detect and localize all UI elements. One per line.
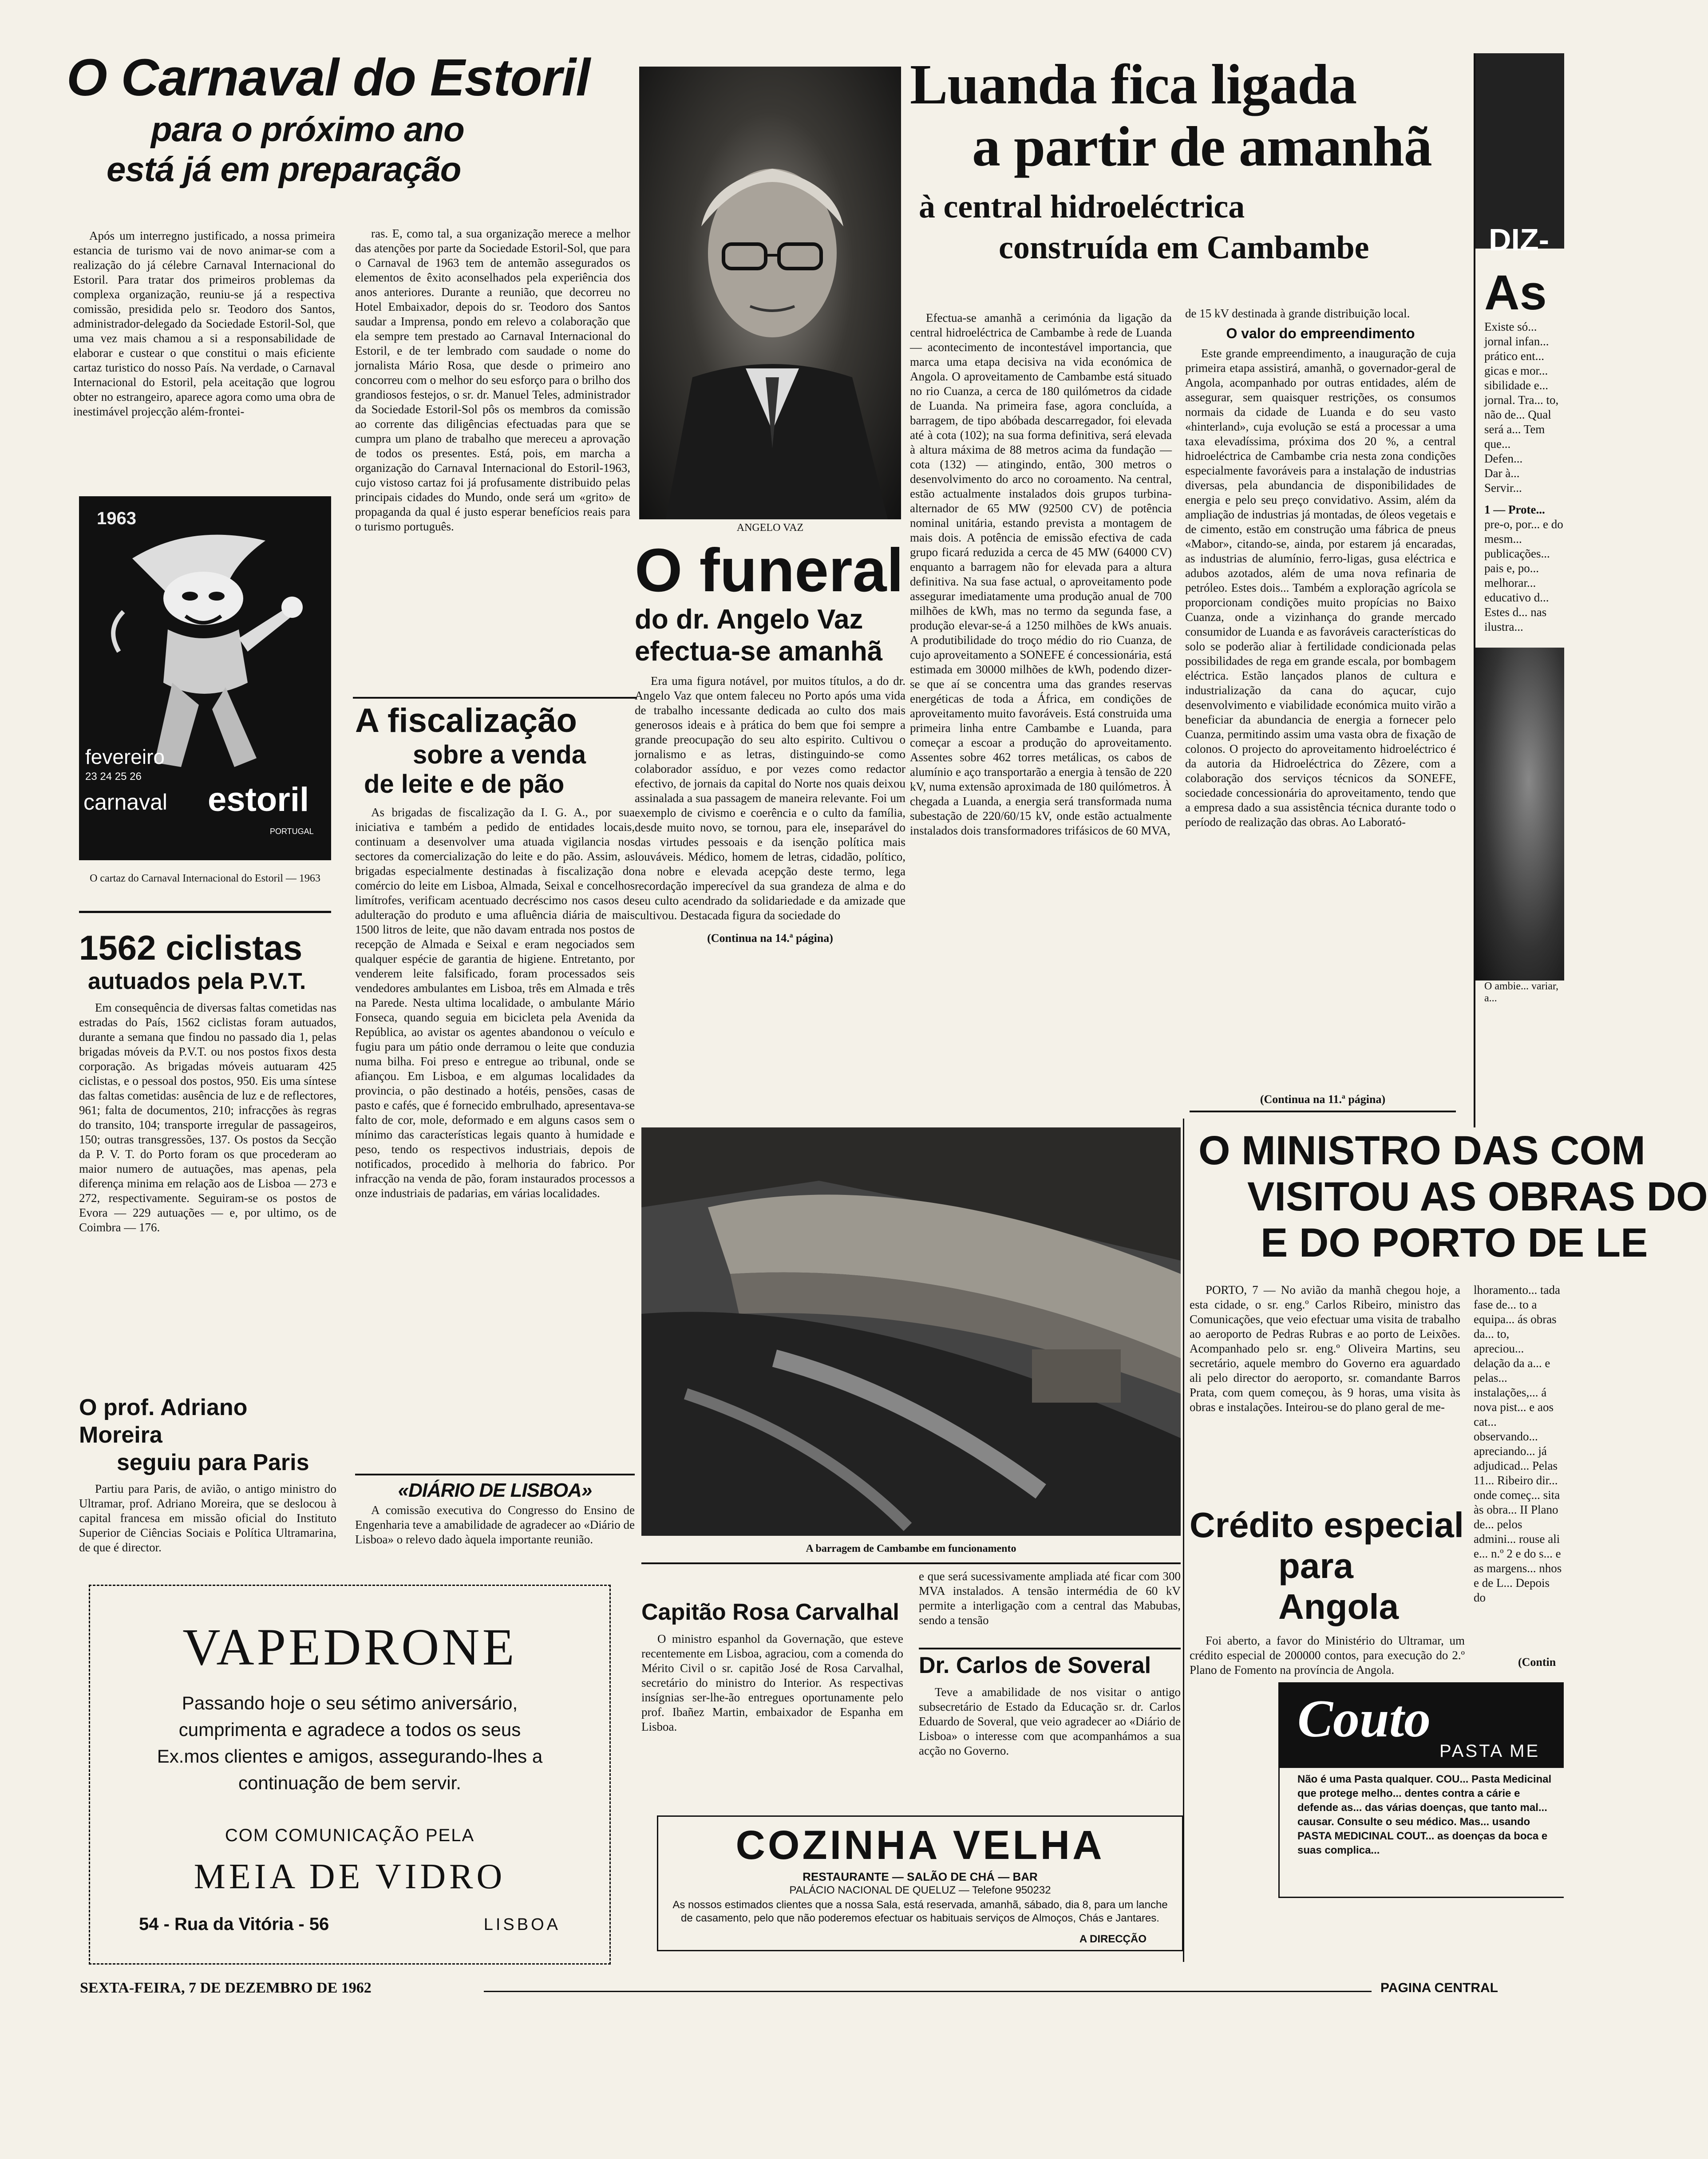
soveral-text: Teve a amabilidade de nos visitar o antigo subsecretário de Estado da Educação sr. dr. Carlos Eduardo de Soveral, que veio agradecer ao «Diário de Lisboa» o interesse com que acompanhámos a sua acção no Governo. (919, 1685, 1181, 1757)
cozinha-line-2: PALÁCIO NACIONAL DE QUELUZ — Telefone 950232 (789, 1884, 1051, 1896)
vapedrone-line-2: cumprimenta e agradece a todos os seus (178, 1719, 521, 1740)
ministro-text: PORTO, 7 — No avião da manhã chegou hoje, a esta cidade, o sr. eng.º Carlos Ribeiro, ministro das Comunicações, que veio efectuar uma visita de trabalho ao aeroporto de Pedras Rubras e ao porto de Leixões. Acompanhado pelo sr. eng.º Oliveira Martins, seu secretário, aquele membro do Governo era aguardado ali pelo director do aeroporto, sr. comandante Barros Prata, com quem começou, às 9 horas, uma visita às obras e instalações. Inteirou-se do plano geral de me- (1190, 1283, 1460, 1414)
poster-portugal: PORTUGAL (270, 827, 314, 836)
vapedrone-address: 54 - Rua da Vitória - 56 (139, 1914, 329, 1934)
credito-headline-1: Crédito especial (1190, 1505, 1464, 1545)
cozinha-sign: A DIRECÇÃO (1079, 1933, 1147, 1945)
poster-dates: 23 24 25 26 (85, 771, 142, 783)
footer-rule (484, 1991, 1372, 1992)
soveral-article (919, 1651, 1181, 1811)
carnaval-col-1: Após um interregno justificado, a nossa primeira estancia de turismo vai de novo animar-se com a realização do já célebre Carnaval Internacional do Estoril. Para tratar dos primeiros problemas da complexa organização, reuniu-se já a respectiva comissão, presidida pelo sr. Teodoro dos Santos, administrador-delegado da Sociedade Estoril-Sol, que uma vez mais chamou a si a responsabilidade de elaborar e custear o que constitui o mais eficiente cartaz turistico do nosso País. Na verdade, o Carnaval Internacional do Estoril, pela aceitação que logrou obter no estrangeiro, aparece agora como uma obra de inestimável projecção além-frontei- (73, 229, 335, 418)
vapedrone-line-1: Passando hoje o seu sétimo aniversário, (182, 1692, 518, 1713)
ministro-headline-1: O MINISTRO DAS COM (1198, 1128, 1645, 1173)
divider-dam (641, 1562, 1181, 1564)
portrait-figure (639, 67, 901, 519)
capitao-text: O ministro espanhol da Governação, que esteve recentemente em Lisboa, agraciou, com a comenda do Mérito Civil o sr. capitão José de Rosa Carvalhal, secretário do ministro do Interior. As respectivas insígnias ser-lhe-ão entregues oportunamente pelo prof. Ibañez Martin, embaixador de Espanha em Lisboa. (641, 1632, 903, 1733)
credito-continua: (Contin (1518, 1656, 1556, 1669)
funeral-headline-1: O funeral (635, 536, 904, 605)
right-strip-photo (1475, 53, 1564, 257)
divider-soveral (919, 1648, 1181, 1649)
divider-fiscalizacao (353, 697, 637, 699)
couto-brand: Couto (1297, 1689, 1431, 1748)
diario-headline: «DIÁRIO DE LISBOA» (398, 1479, 592, 1501)
cozinha-title: COZINHA VELHA (735, 1823, 1105, 1868)
ciclistas-subhead: autuados pela P.V.T. (88, 969, 306, 994)
funeral-text: Era uma figura notável, por muitos títulos, a do dr. Angelo Vaz que ontem faleceu no Porto após uma vida de trabalho incessante dedicada ao culto dos mais generosos ideais e à prática do bem que foi sempre a grande preocupação do seu alto espirito. Cultivou o jornalismo e as letras, distinguindo-se como colaborador assíduo, e por vezes como redactor efectivo, de jornais da capital do Norte nos quais deixou assinalada a sua passagem de maneira relevante. Foi um exemplo de civismo e coerência e o culto da família, desde muito novo, se tornou, para ele, inseparável do das virtudes pessoais e da isenção política mais louváveis. Médico, homem de letras, cidadão, político, na nobre e elevada acepção deste termo, lega recordação imperecível da sua grandeza de alma e do seu culto acendrado da solidariedade e da amizade que cultivou. Destacada figura da sociedade do (635, 674, 905, 922)
adriano-text: Partiu para Paris, de avião, o antigo ministro do Ultramar, prof. Adriano Moreira, que se deslocou à capital francesa em missão oficial do Instituto Superior de Ciências Sociais e Política Ultramarina, de que é director. (79, 1482, 336, 1554)
luanda-bottom-text: e que será sucessivamente ampliada até ficar com 300 MVA instalados. A tensão intermédia de 60 kV permite a interligação com a central das Mabubas, sendo a tensão (919, 1570, 1181, 1627)
carnaval-headline: O Carnaval do Estoril (67, 48, 590, 107)
right-strip (1474, 53, 1564, 1127)
vapedrone-line-5: COM COMUNICAÇÃO PELA (225, 1826, 475, 1845)
cozinha-line-1: RESTAURANTE — SALÃO DE CHÁ — BAR (803, 1870, 1038, 1883)
carnaval-subhead-1: para o próximo ano (151, 110, 464, 149)
fiscalizacao-article (355, 701, 635, 1474)
diario-article (355, 1478, 635, 1580)
luanda-headline-2: a partir de amanhã (972, 115, 1432, 178)
funeral-photo-caption: ANGELO VAZ (736, 522, 804, 534)
dam-illustration (641, 1127, 1181, 1536)
luanda-subhead-1: à central hidroeléctrica (919, 189, 1245, 225)
column-rule-1 (1183, 1119, 1184, 1962)
poster-caption: O cartaz do Carnaval Internacional do Estoril — 1963 (90, 873, 320, 884)
poster-month: fevereiro (85, 745, 165, 768)
luanda-subhead-2: construída em Cambambe (999, 229, 1369, 266)
ministro-headline-2: VISITOU AS OBRAS DO (1247, 1174, 1708, 1219)
funeral-headline-3: efectua-se amanhã (635, 636, 883, 667)
cozinha-velha-ad (657, 1815, 1183, 1951)
credito-headline-2: para Angola (1278, 1546, 1399, 1626)
luanda-col-2-text: Este grande empreendimento, a inauguração de cuja primeira etapa assistirá, amanhã, o governador-geral de Angola, acompanhado por outras entidades, além de assegurar, sem quaisquer restrições, os consumos normais da cidade de Luanda e do seu vasto «hinterland», cuja evolução se está a processar a uma taxa elevadíssima, próxima dos 20 %, a central hidroeléctrica de Cambambe cria nesta zona condições especialmente favoráveis para a instalação de industrias diversas, pela abundancia de disponibilidades de energia e pelo seu preço convidativo. Assim, além da ampliação de industrias já montadas, de óleos vegetais e de cimento, estão em construção uma fábrica de pneus «Mabor», citando-se, ainda, por estarem já encaradas, as industrias de alumínio, ferro-ligas, gusa eléctrica e adubos azotados, além de uma nova refinaria de petróleo. Estes dois... Também a exploração agrícola se proporcionam condições muito propícias no Baixo Cuanza, onde a vizinhança do grande mercado consumidor de Luanda e as favoráveis características do solo se poderão aliar à fertilidade condicionada pelas possibilidades de rega em grande escala, por bombagem eléctrica. Estão lançados planos de cultura e industrialização da cana do açucar, cujo desenvolvimento e viabilidade económica muito virão a beneficiar da abundancia de energia a fornecer pelo Cuanza, permitindo assim uma vasta obra de fixação de colonos. O projecto do aproveitamento hidroeléctrico é da autoria da Hidroeléctrica do Zêzere, com a colaboração dos serviços técnicos da SONEFE, sociedade concessionária do aproveitamento, tendo que a empresa dado a sua assistência técnica durante todo o período de realização das obras. Ao Laborató- (1185, 347, 1456, 829)
luanda-headline-1: Luanda fica ligada (910, 53, 1357, 116)
vapedrone-title: VAPEDRONE (182, 1618, 517, 1676)
luanda-continua: (Continua na 11.ª página) (1260, 1093, 1386, 1106)
right-strip-text: Existe só... jornal infan... prático ent... gicas e mor... sibilidade e... jornal. Tra... to, não de... Qual será a... Tem que... (1484, 320, 1559, 451)
ministro-headline-3: E DO PORTO DE LE (1261, 1220, 1648, 1265)
footer-page: PAGINA CENTRAL (1380, 1981, 1498, 1995)
poster-estoril: estoril (208, 781, 309, 819)
luanda-headline-block (910, 53, 1469, 302)
divider-luanda (1190, 1111, 1456, 1112)
vapedrone-ad (89, 1585, 611, 1965)
luanda-valor-heading: O valor do empreendimento (1226, 325, 1415, 341)
capitao-article (641, 1598, 903, 1775)
poster-carnaval: carnaval (83, 790, 167, 815)
footer-date: SEXTA-FEIRA, 7 DE DEZEMBRO DE 1962 (80, 1980, 372, 1996)
luanda-col-1: Efectua-se amanhã a cerimónia da ligação da central hidroeléctrica de Cambambe à rede de Luanda — acontecimento de incontestável importancia, que marca uma etapa decisiva na vida económica de Angola. O aproveitamento de Cambambe está situado no rio Cuanza, a cerca de 180 quilómetros da cidade de Luanda. Na primeira fase, agora concluída, a barragem, de tipo abóbada descarregador, foi elevada até à cota (102); na sua forma definitiva, será elevada à altura máxima de 88 metros acima da fundação — cota (132) — atingindo, então, 300 metros o desenvolvimento do arco no coroamento. Na central, estão actualmente instalados dois grupos turbina-alternador de 65 MW (92500 CV) de potência nominal unitária, estando prevista a montagem de mais dois. A potência de emissão efectiva de cada grupo ficará reduzida a cerca de 45 MW (64000 CV) enquanto a barragem não for elevada para a altura definitiva. Na sua fase actual, o aproveitamento pode assegurar imediatamente uma produção anual de 700 milhões de kWh, mas no termo da segunda fase, a produção elevar-se-á a 1250 milhões de kWs anuais. A produtibilidade do troço médio do rio Cuanza, de cujo aproveitamento a SONEFE é concessionária, está estimada em 30000 milhões de kWh, podendo dizer-se que aí se concentra uma das grandes reservas energéticas de toda a África, em condições de aproveitamento muito favoráveis. Está construida uma primeira linha entre Cambambe e Luanda, para começar a escoar a produção do aproveitamento. Assentes sobre 462 torres metálicas, os cabos de alumínio e aço transportarão a energia à tensão de 220 kV, numa extensão aproximada de 180 quilómetros. À chegada a Luanda, a energia será transformada numa subestação de 220/60/15 kV, onde estão actualmente instalados dois transformadores trifásicos de 60 MVA, (910, 311, 1172, 837)
ciclistas-text: Em consequência de diversas faltas cometidas nas estradas do País, 1562 ciclistas foram autuados, durante a semana que findou no passado dia 1, pelas brigadas móveis da P.V.T. ou nos postos fixos desta corporação. As brigadas móveis autuaram 425 ciclistas, e o pessoal dos postos, 950. Eis uma síntese das faltas cometidas: ausência de luz e de reflectores, 961; falta de documentos, 210; infracções às regras do transito, 104; transporte irregular de passageiros, 150; outras transgressões, 137. Os postos da Secção da P. V. T. do Porto foram os que procederam ao maior numero de autuações, mas apenas, pela diferença minima em relação aos de Lisboa — 273 e 272, respectivamente. Seguiram-se os postos de Evora — 229 autuações — e, por ultimo, os de Coimbra — 176. (79, 1001, 336, 1234)
ciclistas-article (79, 928, 336, 1398)
right-strip-bullet-3: Servir... (1484, 481, 1522, 494)
ministro-headline-block (1198, 1127, 1708, 1278)
right-strip-bullet-2: Dar à... (1484, 467, 1520, 480)
funeral-continua: (Continua na 14.ª página) (707, 932, 833, 945)
couto-ad (1278, 1682, 1564, 1898)
soveral-headline: Dr. Carlos de Soveral (919, 1653, 1151, 1678)
right-strip-photo-2 (1475, 648, 1564, 981)
diario-text: A comissão executiva do Congresso do Ensino de Engenharia teve a amabilidade de agradecer ao «Diário de Lisboa» o relevo dado àquela importante reunião. (355, 1503, 635, 1546)
ciclistas-headline: 1562 ciclistas (79, 928, 303, 967)
vapedrone-city: LISBOA (483, 1915, 561, 1934)
luanda-col-2 (1185, 306, 1456, 1101)
couto-sub: PASTA ME (1439, 1741, 1540, 1761)
angelo-vaz-portrait (639, 67, 901, 519)
credito-text: Foi aberto, a favor do Ministério do Ultramar, um crédito especial de 200000 contos, para execução do 2.º Plano de Fomento na província de Angola. (1190, 1634, 1465, 1677)
right-strip-bullet-1: Defen... (1484, 452, 1523, 465)
divider-poster (79, 911, 331, 913)
right-strip-caption: O ambie... variar, a... (1484, 981, 1558, 1004)
divider-diario (355, 1474, 635, 1475)
funeral-article (635, 537, 905, 1110)
right-strip-headline-1: DIZ- (1489, 222, 1550, 257)
fiscalizacao-headline-1: A fiscalização (355, 702, 577, 739)
fiscalizacao-headline-3: de leite e de pão (364, 770, 565, 799)
adriano-article (79, 1394, 336, 1571)
dam-photo-caption: A barragem de Cambambe em funcionamento (806, 1543, 1016, 1554)
right-strip-text-2: pre-o, por... e do mesm... publicações... pais e, po... melhorar... educativo d... Estes d... nas ilustra... (1484, 518, 1563, 633)
vapedrone-line-6: MEIA DE VIDRO (194, 1857, 506, 1896)
cambambe-dam-photo (641, 1127, 1181, 1536)
credito-article (1190, 1505, 1465, 1682)
couto-text: Não é uma Pasta qualquer. COU... Pasta Medicinal que protege melho... dentes contra a cárie e defende as... das várias doenças, que tanto mal... causar. Consulte o seu médico. Mas... usando PASTA MEDICINAL COUT... as doenças da boca e suas complica... (1297, 1773, 1552, 1856)
luanda-col-2-top: de 15 kV destinada à grande distribuição local. (1185, 307, 1410, 320)
cozinha-text: As nossos estimados clientes que a nossa Sala, está reservada, amanhã, sábado, dia 8, para um lanche de casamento, pelo que não poderemos efectuar os habituais serviços de Almoços, Chás e Jantares. (672, 1899, 1168, 1924)
vapedrone-line-3: Ex.mos clientes e amigos, assegurando-lhes a (157, 1746, 543, 1767)
adriano-headline-1: O prof. Adriano Moreira (79, 1395, 248, 1448)
ministro-side-text: lhoramento... tada fase de... to a equipa... ás obras da... to, apreciou... delação da a... e pelas... instalações,... á nova pist... e aos cat... observando... apreciando... já adjudicad... Pelas 11... Ribeiro dir... onde começ... sita às obra... II Plano de... pelos admini... rouse ali e... n.º 2 e do s... e as margens... nhos e de L... Depois do (1474, 1283, 1562, 1604)
fiscalizacao-text: As brigadas de fiscalização da I. G. A., por sua iniciativa e também a pedido de entidades locais, continuam a desenvolver uma atuada vigilancia nos sectores da comercialização do leite e do pão. Assim, as brigadas especialmente destinadas à fiscalização do comércio do leite em Lisboa, Almada, Seixal e concelhos limítrofes, verificam acentuado decréscimo nos casos de adulteração do produto e uma afluência diária de mais 1500 litros de leite, que não davam entrada nos postos de recepção de Almada e Seixal e eram negociados sem qualquer espécie de garantia de higiene. Entretanto, por venderem leite falsificado, foram processados seis vendedores ambulantes em Lisboa, três em Almada e três na Parede. Nesta ultima localidade, o ambulante Mário Fonseca, quando seguia em bicicleta pela Avenida da República, ao avistar os agentes abandonou o veículo e fugiu para um pátio onde derramou o leite que conduzia numa bilha. Foi preso e entregue ao tribunal, onde se afiançou. Em Lisboa, e em algumas localidades da provincia, o pão destinado a hotéis, pensões, casas de pasto e cafés, que é fornecido embrulhado, apresentava-se falto de cor, mole, deformado e em alguns casos sem o mínimo das características legais quanto à humidade e peso, tendo os respectivos industriais, depois de notificados, procedido à melhoria do fabrico. Por infracção na venda de pão, foram instaurados processos a onze industriais de padarias, em várias localidades. (355, 806, 635, 1200)
carnaval-poster (79, 496, 331, 860)
right-strip-headline-2: As (1484, 265, 1547, 320)
right-strip-sub: 1 — Prote... (1484, 503, 1545, 516)
carnaval-col-2: ras. E, como tal, a sua organização merece a melhor das atenções por parte da Sociedade Estoril-Sol, que para o Carnaval de 1963 tem de antemão assegurados os elementos de êxito aconselhados pela experiência dos anos anteriores. Durante a reunião, que decorreu no Hotel Embaixador, depois do sr. Teodoro dos Santos saudar a Imprensa, pondo em relevo a colaboração que ela sempre tem prestado ao Carnaval Internacional do Estoril, e de ter lembrado com saudade o nome do jornalista Mário Rosa, que desde o primeiro ano concorreu com o melhor do seu esforço para o brilho dos grandiosos festejos, o sr. dr. Manuel Teles, administrador da Sociedade Estoril-Sol pôs os membros da comissão ao corrente das diligências efectuadas para que se cumpra um plano de trabalho que mereceu a aprovação de todos os presentes. Está, pois, em marcha a organização do Carnaval Internacional do Estoril-1963, cujo vistoso cartaz foi já profusamente distribuido pelas principais cidades do Mundo, onde será um «grito» de propaganda da qual é justo esperar benefícios reais para o turismo português. (355, 227, 630, 533)
adriano-headline-2: seguiu para Paris (117, 1450, 309, 1475)
carnaval-subhead-2: está já em preparação (107, 150, 461, 189)
funeral-headline-2: do dr. Angelo Vaz (635, 604, 863, 635)
vapedrone-line-4: continuação de bem servir. (238, 1772, 461, 1793)
capitao-headline: Capitão Rosa Carvalhal (641, 1599, 899, 1625)
couto-banner (1280, 1684, 1564, 1768)
fiscalizacao-headline-2: sobre a venda (413, 740, 586, 769)
poster-year: 1963 (97, 509, 136, 528)
